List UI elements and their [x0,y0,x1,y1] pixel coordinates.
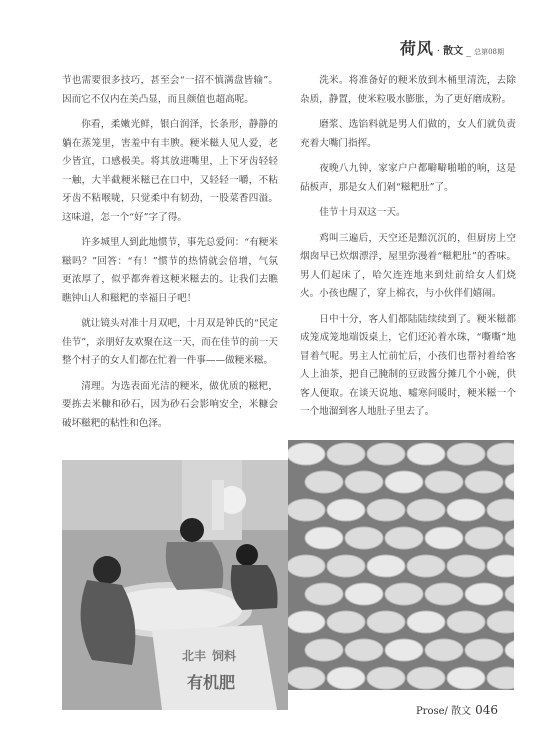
rice-cake [288,499,325,521]
section-name: 散文 [443,46,464,57]
rice-cake [288,611,325,633]
paragraph: 佳节十月双这一天。 [319,207,406,218]
rice-cake [447,611,485,633]
page-footer [416,702,498,717]
paragraph: 洗米。将准备好的粳米放到木桶里清洗，去除杂质，静置，使米粒吸水膨胀，为了更好磨成粉。 [300,75,516,105]
rice-cake [465,583,503,605]
rice-cake [425,471,463,493]
rice-cake [407,667,445,689]
photo-women-cleaning-rice [62,460,288,710]
photo-rice-cakes [288,440,514,690]
paragraph: 你看，柔嫩光鲜，银白润泽，长条形，静静的躺在蒸笼里，害羞中有丰腴。粳米糍人见人爱，老少皆宜，口感极美。将其放进嘴里，上下牙齿轻轻一触，大半截粳米糍已在口中，又轻轻一嚼，不粘牙齿不粘喉咙，只觉柔中有韧劲，一股菜香四溢。这味道，怎一个“好”字了得。 [62,119,278,223]
rice-cake [425,583,463,605]
rice-cake [327,667,365,689]
rice-cake [407,611,445,633]
rice-cake [465,527,503,549]
rice-cake [385,527,423,549]
rice-cake [385,639,423,661]
rice-cake [327,443,365,465]
footer-label: Prose/ 散文 [415,706,472,717]
rice-cake [367,611,405,633]
paragraph: 许多城里人到此地惯节，事先总爱问：“有粳米糍吗？”回答：“有！”惯节的热情就会倍增，气氛更浓厚了，似乎都奔着这粳米糍去的。让我们去瞧瞧钟山人和糍粑的幸福日子吧！ [62,237,278,304]
rice-cake [305,471,343,493]
rice-cake [327,555,365,577]
rice-cake [345,471,383,493]
rice-cake [305,527,343,549]
magazine-logo: 荷风 [399,39,434,58]
rice-cake [425,639,463,661]
paragraph: 鸡叫三遍后，天空还是黯沉沉的，但厨房上空烟囱早已炊烟漂浮，屋里弥漫着“糍粑肚”的香味。男人们起床了，哈欠连连地来到灶前给女人们烧火。小孩也醒了，穿上棉衣，与小伙伴们嬉闹。 [300,232,516,299]
paragraph: 清理。为选表面光洁的粳米，做优质的糍粑，要拣去米糠和砂石，因为砂石会影响安全，米糠会破坏糍粑的粘性和色泽。 [62,380,278,429]
left-column [62,72,278,440]
paragraph: 日中十分，客人们都陆陆续续到了。粳米糍都成笼成笼地端饭桌上，它们还沁着水珠，“嘶嘶”地冒着气呢。男主人忙前忙后，小孩们也帮衬着给客人上油茶，把自己腌制的豆豉酱分摊几个小碗，供客人便取。在谈天说地、嘘寒问暖时，粳米糍一个一个地溜到客人地肚子里去了。 [300,313,516,417]
rice-cake [465,639,503,661]
rice-cake [447,499,485,521]
rice-cake [345,639,383,661]
rice-cake [327,611,365,633]
rice-cake [288,667,325,689]
rice-cake [465,471,503,493]
rice-cake [407,499,445,521]
rice-cake [425,527,463,549]
rice-cake [305,583,343,605]
rice-cake [345,583,383,605]
rice-cake [407,555,445,577]
rice-cake [367,555,405,577]
page-number: 046 [475,703,498,717]
rice-cake [447,555,485,577]
rice-cake [327,499,365,521]
rice-cake [345,527,383,549]
page-header: 荷风 · 散文 _ 总第08期 [400,36,504,59]
photo-right-illustration [288,440,514,690]
rice-cake [367,443,405,465]
issue-number: 总第08期 [474,48,504,56]
paragraph: 节也需要很多技巧，甚至会“一招不慎满盘皆输”。因而它不仅内在美凸显，而且颜值也超高呢。 [62,75,278,105]
rice-cake [407,443,445,465]
paragraph: 夜晚八九钟，家家户户都噼噼啪啪的响，这是砧板声，那是女人们剁“糍粑肚”了。 [300,163,516,193]
rice-cake [447,667,485,689]
rice-cake [385,583,423,605]
rice-cake [447,443,485,465]
sack-text-1: 北丰 [182,649,207,663]
rice-cake [367,499,405,521]
rice-cake [385,471,423,493]
right-column [300,72,516,429]
sack-text-3: 有机肥 [187,673,236,692]
rice-cake [288,555,325,577]
sack-text-2: 饲料 [212,649,237,663]
rice-cake [367,667,405,689]
rice-cake [305,639,343,661]
paragraph: 磨浆、选馅料就是男人们做的，女人们就负责充着大嘴门指挥。 [300,119,516,149]
paragraph: 就让镜头对准十月双吧，十月双是钟氏的“民定佳节”，亲朋好友欢聚在这一天，而在佳节的前一天整个村子的女人们都在忙着一件事——做粳米糍。 [62,318,278,366]
photo-left-illustration [62,460,288,710]
rice-cake [288,443,325,465]
